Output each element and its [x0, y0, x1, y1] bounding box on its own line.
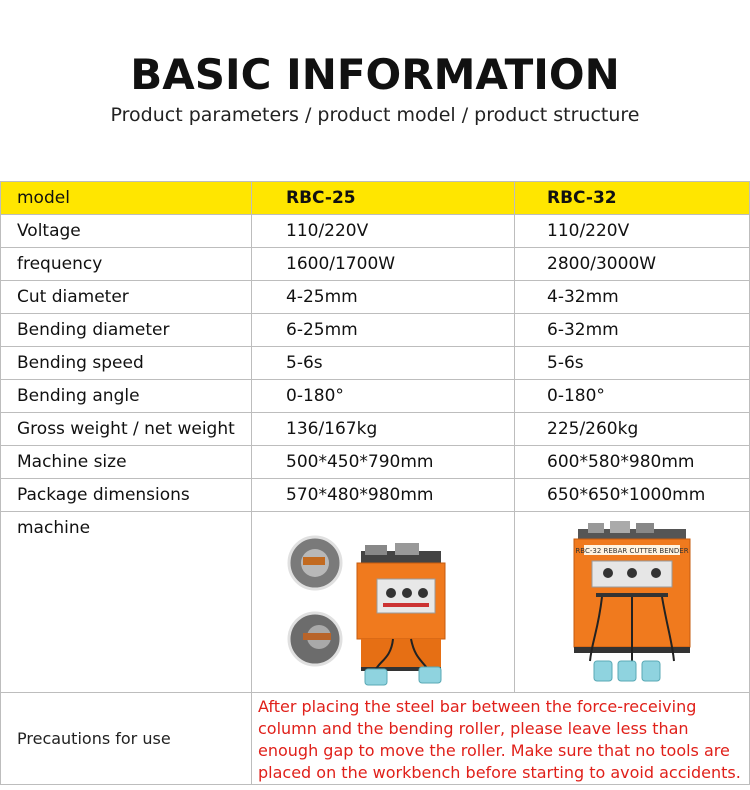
machine-label: machine: [1, 512, 252, 693]
row-value-rbc32: 5-6s: [515, 347, 750, 380]
table-row: [1, 281, 750, 314]
precautions-text: After placing the steel bar between the force-receiving column and the bending roller, please leave less than enough gap to move the roller. Make sure that no tools are placed on the workbench before starting to avoid accidents.: [252, 693, 750, 785]
row-label: Package dimensions: [1, 479, 252, 512]
row-label: Gross weight / net weight: [1, 413, 252, 446]
row-value-rbc32: 6-32mm: [515, 314, 750, 347]
page-subtitle: Product parameters / product model / product structure: [110, 104, 640, 126]
machine-image-rbc32: [515, 512, 750, 693]
header-cell-rbc25: RBC-25: [252, 182, 515, 215]
row-value-rbc25: 500*450*790mm: [252, 446, 515, 479]
row-value-rbc25: 136/167kg: [252, 413, 515, 446]
header-cell-rbc32: RBC-32: [515, 182, 750, 215]
table-row: [1, 314, 750, 347]
machine-image-rbc25: [252, 512, 515, 693]
header-cell-model: model: [1, 182, 252, 215]
row-label: Cut diameter: [1, 281, 252, 314]
table-row: [1, 215, 750, 248]
row-label: Voltage: [1, 215, 252, 248]
row-label: Bending diameter: [1, 314, 252, 347]
table-row: [1, 248, 750, 281]
rbc25-machine-illustration: [283, 521, 483, 687]
row-value-rbc25: 570*480*980mm: [252, 479, 515, 512]
row-value-rbc25: 1600/1700W: [252, 248, 515, 281]
table-header-row: [1, 182, 750, 215]
table-row: [1, 446, 750, 479]
spec-table: [0, 181, 750, 785]
table-row: [1, 347, 750, 380]
row-value-rbc25: 6-25mm: [252, 314, 515, 347]
row-label: Machine size: [1, 446, 252, 479]
row-value-rbc32: 650*650*1000mm: [515, 479, 750, 512]
row-value-rbc25: 0-180°: [252, 380, 515, 413]
row-value-rbc32: 110/220V: [515, 215, 750, 248]
row-value-rbc32: 0-180°: [515, 380, 750, 413]
precautions-row: [1, 693, 750, 785]
table-row: [1, 380, 750, 413]
row-label: Bending speed: [1, 347, 252, 380]
row-value-rbc32: 225/260kg: [515, 413, 750, 446]
row-value-rbc25: 5-6s: [252, 347, 515, 380]
table-row: [1, 413, 750, 446]
row-value-rbc32: 600*580*980mm: [515, 446, 750, 479]
row-value-rbc25: 4-25mm: [252, 281, 515, 314]
machine-plate-text: RBC-32 REBAR CUTTER BENDER: [575, 547, 689, 555]
row-value-rbc32: 2800/3000W: [515, 248, 750, 281]
precautions-label: Precautions for use: [1, 693, 252, 785]
table-row: [1, 479, 750, 512]
row-label: frequency: [1, 248, 252, 281]
row-value-rbc25: 110/220V: [252, 215, 515, 248]
row-label: Bending angle: [1, 380, 252, 413]
rbc32-machine-illustration: [532, 521, 732, 687]
machine-row: [1, 512, 750, 693]
row-value-rbc32: 4-32mm: [515, 281, 750, 314]
page-title: BASIC INFORMATION: [130, 50, 620, 99]
